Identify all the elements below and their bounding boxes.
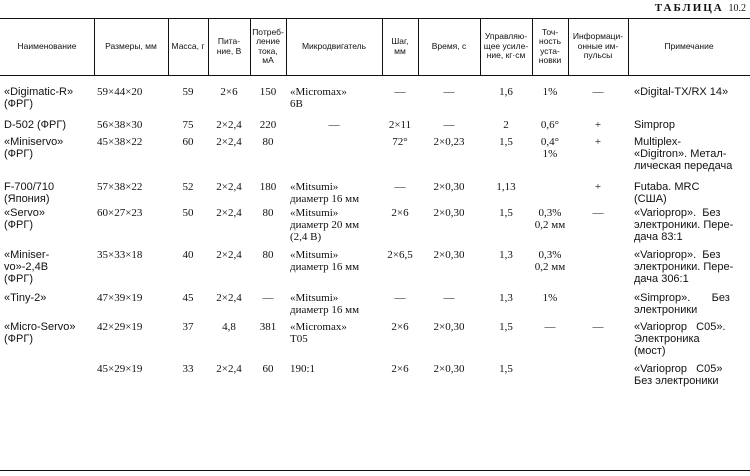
row-1-motor: «Micromax» 6В: [290, 86, 347, 110]
row-1-consumption: 150: [259, 86, 277, 98]
row-1-time: —: [443, 86, 455, 98]
row-6-motor: «Mitsumi» диаметр 16 мм: [290, 249, 360, 273]
row-5-power: 2×2,4: [216, 207, 242, 219]
row-8-time: 2×0,30: [433, 321, 465, 333]
row-1-note: «Digital-TX/RX 14»: [634, 86, 729, 98]
row-1-power: 2×6: [220, 86, 238, 98]
row-2-force: 2: [503, 119, 509, 131]
row-6-power: 2×2,4: [216, 249, 242, 261]
row-1-info: —: [592, 86, 604, 98]
row-9-mass: 33: [182, 363, 194, 375]
row-4-step: —: [394, 181, 406, 193]
row-7-size: 47×39×19: [97, 292, 143, 304]
row-8-consumption: 381: [259, 321, 277, 333]
row-8-name: «Micro-Servo» (ФРГ): [4, 321, 76, 345]
row-2-mass: 75: [182, 119, 194, 131]
row-7-step: —: [394, 292, 406, 304]
row-3-force: 1,5: [499, 136, 513, 148]
row-3-step: 72°: [392, 136, 408, 148]
row-8-motor: «Micromax» Т05: [290, 321, 347, 345]
row-3-info: +: [594, 136, 602, 148]
header-precision: Точ- ность уста- новки: [538, 26, 562, 65]
row-2-consumption: 220: [259, 119, 277, 131]
row-2-name: D-502 (ФРГ): [4, 119, 66, 131]
row-6-time: 2×0,30: [433, 249, 465, 261]
row-4-mass: 52: [182, 181, 194, 193]
row-4-info: +: [594, 181, 602, 193]
row-8-step: 2×6: [391, 321, 409, 333]
row-8-size: 42×29×19: [97, 321, 143, 333]
row-9-power: 2×2,4: [216, 363, 242, 375]
row-4-name: F-700/710 (Япония): [4, 181, 55, 205]
row-9-consumption: 60: [262, 363, 274, 375]
row-2-motor: —: [328, 119, 340, 131]
row-5-note: «Varioprop». Без электроники. Пере- дача 83:1: [634, 207, 734, 243]
row-3-name: «Miniservo» (ФРГ): [4, 136, 64, 160]
row-5-force: 1,5: [499, 207, 513, 219]
row-8-force: 1,5: [499, 321, 513, 333]
row-9-size: 45×29×19: [97, 363, 143, 375]
row-9-step: 2×6: [391, 363, 409, 375]
header-info: Информаци- онные им- пульсы: [572, 31, 624, 61]
row-9-note: «Varioprop C05» Без электроники: [634, 363, 723, 387]
row-2-precision: 0,6°: [540, 119, 560, 131]
row-6-precision: 0,3% 0,2 мм: [534, 249, 566, 273]
table-caption: [655, 2, 746, 14]
row-3-power: 2×2,4: [216, 136, 242, 148]
row-3-precision: 0,4° 1%: [540, 136, 560, 160]
row-9-motor: 190:1: [290, 363, 316, 375]
row-4-consumption: 180: [259, 181, 277, 193]
row-4-size: 57×38×22: [97, 181, 143, 193]
row-5-motor: «Mitsumi» диаметр 20 мм (2,4 В): [290, 207, 360, 243]
header-time: Время, с: [431, 40, 467, 51]
row-1-step: —: [394, 86, 406, 98]
header-name: Наименование: [17, 40, 77, 51]
row-4-note: Futaba. MRC (США): [634, 181, 700, 205]
row-4-time: 2×0,30: [433, 181, 465, 193]
row-5-info: —: [592, 207, 604, 219]
row-5-mass: 50: [182, 207, 194, 219]
row-7-time: —: [443, 292, 455, 304]
row-8-info: —: [592, 321, 604, 333]
row-5-time: 2×0,30: [433, 207, 465, 219]
row-5-precision: 0,3% 0,2 мм: [534, 207, 566, 231]
header-size: Размеры, мм: [105, 40, 157, 51]
row-8-power: 4,8: [222, 321, 236, 333]
table-title: ТАБЛИЦА: [654, 2, 724, 14]
header-note: Примечание: [664, 40, 714, 51]
row-7-consumption: —: [262, 292, 274, 304]
table-bottom-rule: [0, 470, 750, 471]
row-6-force: 1,3: [499, 249, 513, 261]
table-number: 10.2: [728, 3, 746, 14]
row-5-name: «Servo» (ФРГ): [4, 207, 45, 231]
row-8-precision: —: [544, 321, 556, 333]
row-2-info: +: [594, 119, 602, 131]
header-consumption: Потреб- ление тока, мА: [252, 26, 284, 65]
row-2-size: 56×38×30: [97, 119, 143, 131]
header-force: Управляю- щее усиле- ние, кг·см: [483, 31, 529, 61]
row-2-power: 2×2,4: [216, 119, 242, 131]
row-4-force: 1,13: [496, 181, 516, 193]
row-3-note: Multiplex- «Digitron». Метал- лическая передача: [634, 136, 733, 172]
header-power: Пита- ние, В: [216, 36, 242, 56]
row-6-step: 2×6,5: [387, 249, 413, 261]
header-bottom-rule: [0, 75, 750, 76]
row-2-step: 2×11: [388, 119, 412, 131]
row-1-size: 59×44×20: [97, 86, 143, 98]
row-5-consumption: 80: [262, 207, 274, 219]
row-3-consumption: 80: [262, 136, 274, 148]
row-5-step: 2×6: [391, 207, 409, 219]
header-mass: Масса, г: [171, 40, 205, 51]
row-7-precision: 1%: [542, 292, 558, 304]
row-1-force: 1,6: [499, 86, 513, 98]
row-7-note: «Simprop». Без электроники: [634, 292, 730, 316]
row-7-motor: «Mitsumi» диаметр 16 мм: [290, 292, 360, 316]
row-6-mass: 40: [182, 249, 194, 261]
row-7-mass: 45: [182, 292, 194, 304]
row-7-name: «Tiny-2»: [4, 292, 47, 304]
row-7-power: 2×2,4: [216, 292, 242, 304]
header-step: Шаг, мм: [391, 36, 409, 56]
row-8-note: «Varioprop C05». Электроника (мост): [634, 321, 726, 357]
row-3-time: 2×0,23: [433, 136, 465, 148]
row-6-consumption: 80: [262, 249, 274, 261]
row-4-power: 2×2,4: [216, 181, 242, 193]
row-9-time: 2×0,30: [433, 363, 465, 375]
row-9-force: 1,5: [499, 363, 513, 375]
row-6-name: «Miniser- vo»-2,4В (ФРГ): [4, 249, 50, 285]
row-3-mass: 60: [182, 136, 194, 148]
row-2-note: Simprop: [634, 119, 675, 131]
row-2-time: —: [443, 119, 455, 131]
header-motor: Микродвигатель: [301, 40, 367, 51]
row-5-size: 60×27×23: [97, 207, 143, 219]
row-1-mass: 59: [182, 86, 194, 98]
row-6-note: «Varioprop». Без электроники. Пере- дача 306:1: [634, 249, 734, 285]
row-8-mass: 37: [182, 321, 194, 333]
row-4-motor: «Mitsumi» диаметр 16 мм: [290, 181, 360, 205]
row-3-size: 45×38×22: [97, 136, 143, 148]
row-1-name: «Digimatic-R» (ФРГ): [4, 86, 74, 110]
row-6-size: 35×33×18: [97, 249, 143, 261]
row-7-force: 1,3: [499, 292, 513, 304]
row-1-precision: 1%: [542, 86, 558, 98]
